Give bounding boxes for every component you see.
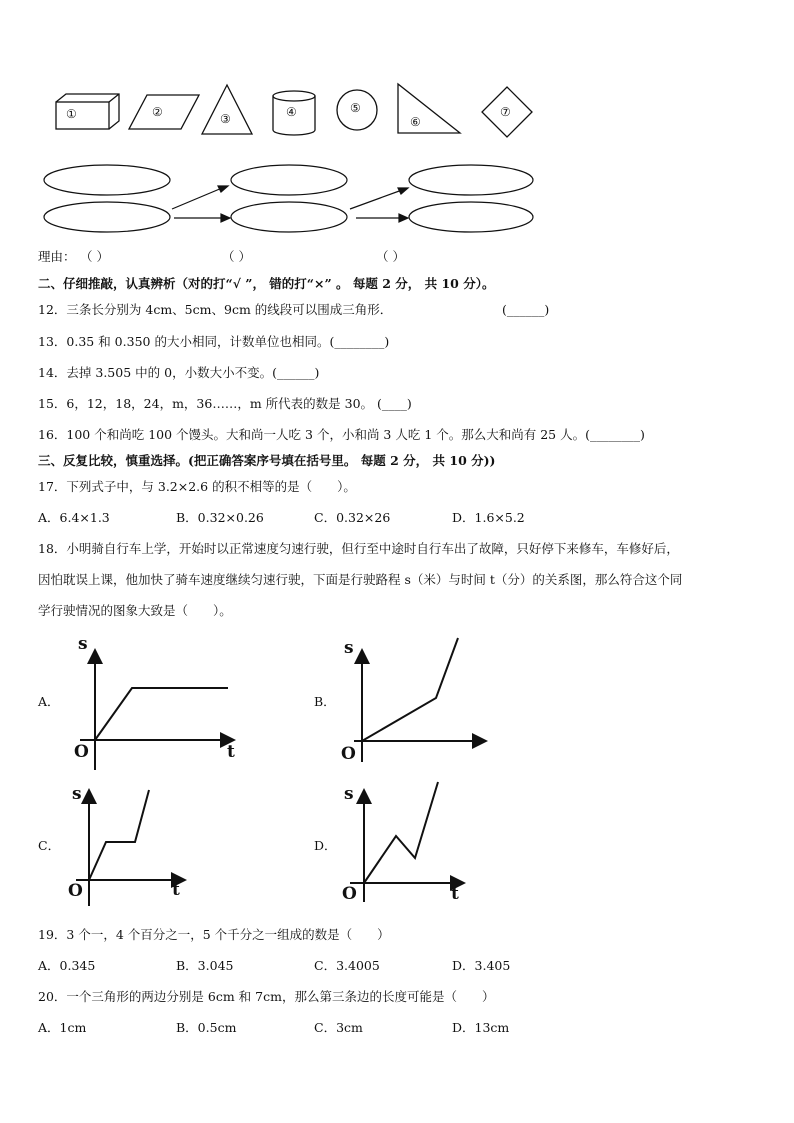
option-a[interactable]: A．0.345 bbox=[38, 958, 96, 973]
axis-label-s: s bbox=[72, 784, 82, 804]
option-c[interactable]: C．3.4005 bbox=[314, 958, 380, 973]
graph-c bbox=[76, 790, 183, 906]
graph-b-line bbox=[362, 638, 458, 741]
graph-option-b[interactable]: B． bbox=[314, 694, 336, 709]
category-ellipse[interactable] bbox=[409, 165, 533, 195]
question-17: 17．下列式子中，与 3.2×2.6 的积不相等的是（ ）。 bbox=[38, 479, 356, 494]
question-20: 20．一个三角形的两边分别是 6cm 和 7cm，那么第三条边的长度可能是（ ） bbox=[38, 989, 495, 1004]
shape-label: ③ bbox=[220, 112, 231, 126]
reason-label: 理由： bbox=[38, 249, 76, 264]
right-triangle-shape bbox=[398, 84, 460, 133]
axis-label-t: t bbox=[227, 742, 235, 762]
shape-label: ④ bbox=[286, 105, 297, 119]
question-18-line: 学行驶情况的图象大致是（ ）。 bbox=[38, 603, 232, 618]
shape-label: ① bbox=[66, 107, 77, 121]
category-ellipse[interactable] bbox=[44, 202, 170, 232]
axis-label-s: s bbox=[78, 634, 88, 654]
option-b[interactable]: B．3.045 bbox=[176, 958, 234, 973]
question-15: 15．6，12，18，24，m，36……，m 所代表的数是 30。 (____) bbox=[38, 396, 412, 411]
question-14: 14．去掉 3.505 中的 0，小数大小不变。(______) bbox=[38, 365, 320, 380]
arrow-icon bbox=[172, 186, 408, 222]
graph-option-d[interactable]: D． bbox=[314, 838, 337, 853]
category-ellipse[interactable] bbox=[44, 165, 170, 195]
axis-label-t: t bbox=[172, 880, 180, 900]
option-b[interactable]: B．0.32×0.26 bbox=[176, 510, 264, 525]
axis-label-t: t bbox=[451, 884, 459, 904]
shape-label: ② bbox=[152, 105, 163, 119]
question-13: 13．0.35 和 0.350 的大小相同，计数单位也相同。(________) bbox=[38, 334, 390, 349]
option-d[interactable]: D．1.6×5.2 bbox=[452, 510, 525, 525]
question-19: 19．3 个一，4 个百分之一，5 个千分之一组成的数是（ ） bbox=[38, 927, 390, 942]
option-d[interactable]: D．13cm bbox=[452, 1020, 510, 1035]
shape-label: ⑤ bbox=[350, 101, 361, 115]
option-a[interactable]: A．1cm bbox=[38, 1020, 87, 1035]
category-ellipse[interactable] bbox=[231, 202, 347, 232]
reason-blank[interactable]: （ ） bbox=[80, 249, 109, 264]
reason-blank[interactable]: （ ） bbox=[376, 249, 405, 264]
graph-c-line bbox=[89, 790, 149, 880]
axis-label-origin: O bbox=[68, 881, 83, 901]
axis-label-s: s bbox=[344, 638, 354, 658]
section-heading: 三、反复比较，慎重选择。(把正确答案序号填在括号里。 每题 2 分， 共 10 分)) bbox=[38, 453, 496, 468]
graph-a bbox=[80, 652, 232, 770]
question-16: 16．100 个和尚吃 100 个馒头。大和尚一人吃 3 个，小和尚 3 人吃 1 个。那么大和尚有 25 人。(________) bbox=[38, 427, 645, 442]
question-18-line: 18．小明骑自行车上学，开始时以正常速度匀速行驶，但行至中途时自行车出了故障，只好停下来修车，车修好后， bbox=[38, 541, 679, 556]
shape-label: ⑥ bbox=[410, 115, 421, 129]
option-b[interactable]: B．0.5cm bbox=[176, 1020, 237, 1035]
section-heading: 二、仔细推敲，认真辨析（对的打“√ ”， 错的打“×” 。 每题 2 分， 共 10 分）。 bbox=[38, 276, 495, 291]
option-d[interactable]: D．3.405 bbox=[452, 958, 511, 973]
graph-option-a[interactable]: A． bbox=[38, 694, 60, 709]
answer-blank[interactable]: (______) bbox=[502, 302, 550, 317]
axis-label-origin: O bbox=[341, 744, 356, 764]
category-ellipse[interactable] bbox=[231, 165, 347, 195]
option-c[interactable]: C．0.32×26 bbox=[314, 510, 391, 525]
option-c[interactable]: C．3cm bbox=[314, 1020, 363, 1035]
category-ellipse[interactable] bbox=[409, 202, 533, 232]
graph-option-c[interactable]: C． bbox=[38, 838, 61, 853]
axis-label-s: s bbox=[344, 784, 354, 804]
graph-d-line bbox=[364, 782, 438, 883]
parallelogram-shape bbox=[129, 95, 199, 129]
shapes-figure bbox=[0, 0, 794, 240]
axis-label-origin: O bbox=[342, 884, 357, 904]
question-12: 12．三条长分别为 4cm、5cm、9cm 的线段可以围成三角形． bbox=[38, 302, 393, 317]
shape-label: ⑦ bbox=[500, 105, 511, 119]
graph-b bbox=[354, 638, 484, 762]
reason-blank[interactable]: （ ） bbox=[222, 249, 251, 264]
option-a[interactable]: A．6.4×1.3 bbox=[38, 510, 110, 525]
question-18-line: 因怕耽误上课，他加快了骑车速度继续匀速行驶，下面是行驶路程 s（米）与时间 t（分）的关系图，那么符合这个同 bbox=[38, 572, 683, 587]
graph-d bbox=[350, 782, 462, 902]
graph-a-line bbox=[95, 688, 228, 740]
axis-label-origin: O bbox=[74, 742, 89, 762]
